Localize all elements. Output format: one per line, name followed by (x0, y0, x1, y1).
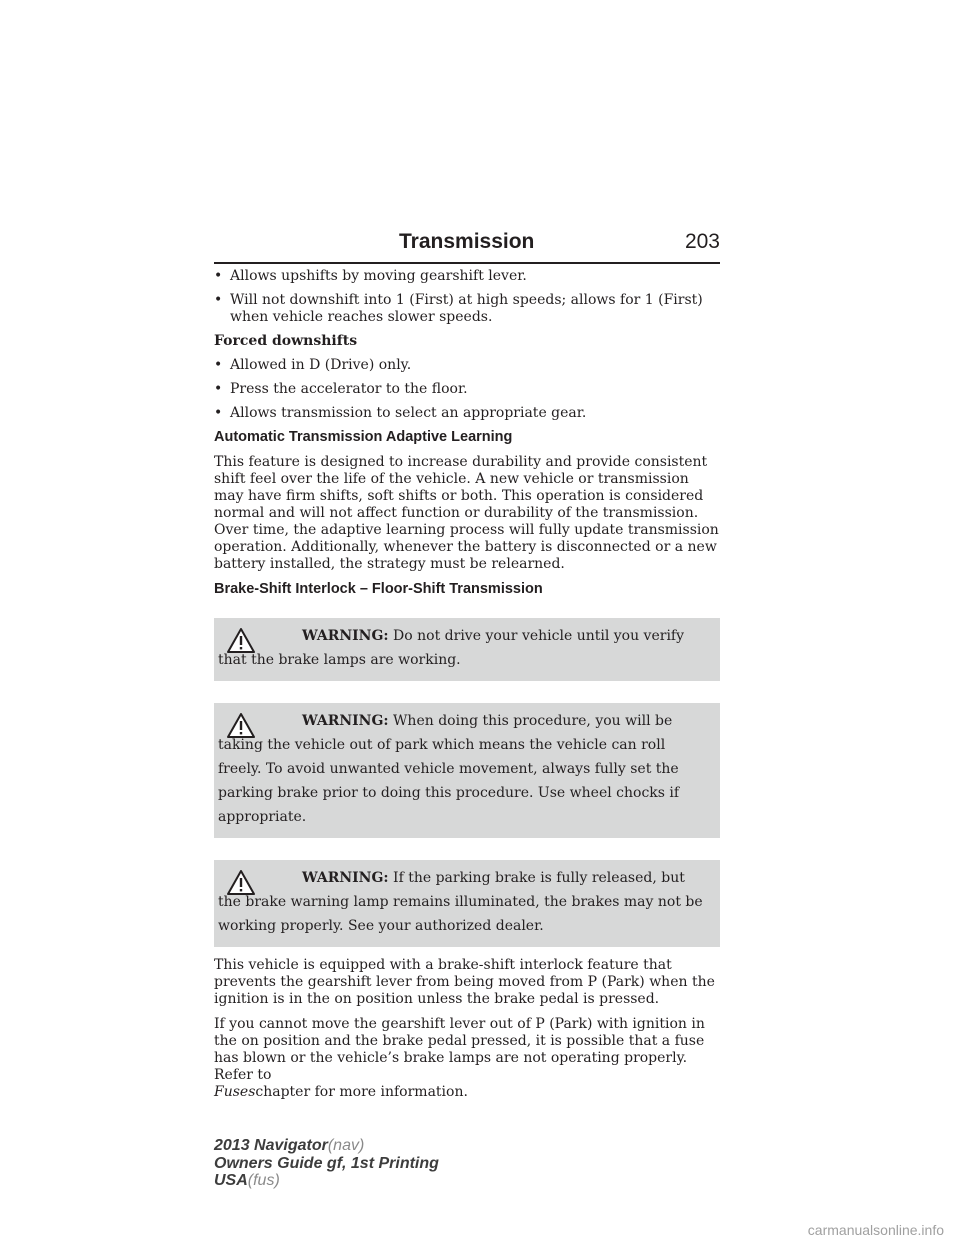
bullet-glyph: • (214, 357, 223, 373)
interlock-paragraph-2: If you cannot move the gearshift lever out of P (Park) with ignition in the on position and the brake pedal pressed, it is possible that a fuse has blown or the vehicle’s brake lamps are not operating properly. Refer to Fuseschapter for more information. (214, 1016, 705, 1100)
page-number: 203 (684, 230, 720, 253)
bullet-glyph: • (214, 381, 223, 397)
page-header (214, 228, 720, 264)
list-item: • Allows transmission to select an appropriate gear. (214, 405, 587, 421)
adaptive-learning-heading: Automatic Transmission Adaptive Learning (214, 429, 513, 445)
warning-label: WARNING: (302, 628, 389, 644)
warning-box (214, 703, 720, 838)
list-item: • Press the accelerator to the floor. (214, 381, 468, 397)
warning-box (214, 618, 720, 681)
warning-text: When doing this procedure, you will be taking the vehicle out of park which means the vehicle can roll freely. To avoid unwanted vehicle movement, always fully set the parking brake prior to doing this procedure. Use wheel chocks if appropriate. (218, 713, 680, 825)
bullet-glyph: • (214, 405, 223, 421)
warning-label: WARNING: (302, 713, 389, 729)
interlock-heading: Brake-Shift Interlock – Floor-Shift Transmission (214, 581, 543, 597)
warning-triangle-icon (226, 627, 256, 655)
chapter-title: Transmission (399, 230, 535, 253)
warning-box (214, 860, 720, 947)
warning-text: Do not drive your vehicle until you verify that the brake lamps are working. (218, 628, 685, 668)
list-item: • Allows upshifts by moving gearshift lever. (214, 268, 527, 284)
page-footer: 2013 Navigator(nav) Owners Guide gf, 1st Printing USA(fus) (214, 1137, 439, 1189)
forced-downshifts-heading: Forced downshifts (214, 333, 358, 349)
interlock-paragraph: This vehicle is equipped with a brake-shift interlock feature that prevents the gearshift lever from being moved from P (Park) when the ignition is in the on position unless the brake pedal is pressed. (214, 957, 715, 1007)
list-item: • Will not downshift into 1 (First) at high speeds; allows for 1 (First) when vehicle reaches slower speeds. (214, 292, 703, 325)
fuses-reference: Fuses (214, 1084, 256, 1100)
warning-label: WARNING: (302, 870, 389, 886)
bullet-glyph: • (214, 268, 223, 284)
watermark: carmanualsonline.info (807, 1222, 944, 1238)
warning-triangle-icon (226, 869, 256, 897)
adaptive-learning-body: This feature is designed to increase durability and provide consistent shift feel over the life of the vehicle. A new vehicle or transmission may have firm shifts, soft shifts or both. This operation is considered normal and will not affect function or durability of the transmission. Over time, the adaptive learning process will fully update transmission operation. Additionally, whenever the battery is disconnected or a new battery installed, the strategy must be relearned. (214, 454, 719, 572)
page-content (214, 268, 720, 1109)
warning-text: If the parking brake is fully released, but the brake warning lamp remains illuminated, the brakes may not be working properly. See your authorized dealer. (218, 870, 703, 934)
warning-triangle-icon (226, 712, 256, 740)
list-item: • Allowed in D (Drive) only. (214, 357, 412, 373)
bullet-glyph: • (214, 292, 223, 308)
